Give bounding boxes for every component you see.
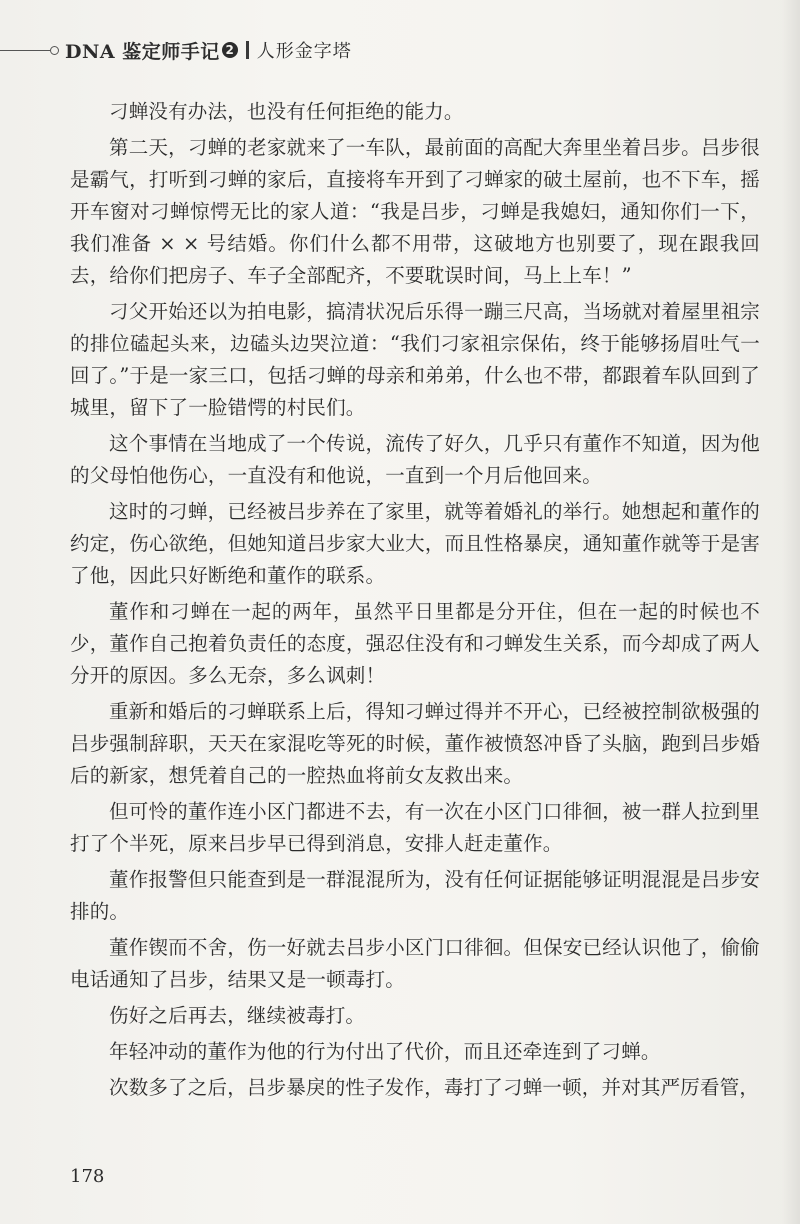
- running-header: [0, 36, 420, 64]
- paragraph: 伤好之后再去，继续被毒打。: [109, 1004, 366, 1027]
- paragraph: 第二天，刁蝉的老家就来了一车队，最前面的高配大奔里坐着吕步。吕步很是霸气，打听到刁蝉的家后，直接将车开到了刁蝉家的破土屋前，也不下车，摇开车窗对刁蝉惊愕无比的家人道：“我是吕步，刁蝉是我媳妇，通知你们一下，我们准备 × × 号结婚。你们什么都不用带，这破地方也别要了，现在跟我回去，给你们把房子、车子全部配齐，不要耽误时间，马上上车！”: [70, 136, 760, 287]
- paragraph: 刁蝉没有办法，也没有任何拒绝的能力。: [109, 100, 464, 123]
- page-number: 178: [70, 1166, 105, 1187]
- paragraph: 但可怜的董作连小区门都进不去，有一次在小区门口徘徊，被一群人拉到里打了个半死，原来吕步早已得到消息，安排人赶走董作。: [70, 800, 760, 855]
- paragraph: 这个事情在当地成了一个传说，流传了好久，几乎只有董作不知道，因为他的父母怕他伤心，一直没有和他说，一直到一个月后他回来。: [70, 432, 760, 487]
- paragraph: 刁父开始还以为拍电影，搞清状况后乐得一蹦三尺高，当场就对着屋里祖宗的排位磕起头来，边磕头边哭泣道：“我们刁家祖宗保佑，终于能够扬眉吐气一回了。”于是一家三口，包括刁蝉的母亲和弟弟，什么也不带，都跟着车队回到了城里，留下了一脸错愕的村民们。: [70, 300, 760, 419]
- header-separator: [246, 41, 249, 59]
- header-rule: [0, 50, 50, 51]
- series-title: DNA 鉴定师手记: [65, 40, 220, 63]
- paragraph: 董作锲而不舍，伤一好就去吕步小区门口徘徊。但保安已经认识他了，偷偷电话通知了吕步，结果又是一顿毒打。: [70, 936, 760, 991]
- paragraph: 这时的刁蝉，已经被吕步养在了家里，就等着婚礼的举行。她想起和董作的约定，伤心欲绝，但她知道吕步家大业大，而且性格暴戾，通知董作就等于是害了他，因此只好断绝和董作的联系。: [70, 500, 760, 587]
- volume-number-badge: 2: [222, 42, 238, 58]
- paragraph: 年轻冲动的董作为他的行为付出了代价，而且还牵连到了刁蝉。: [109, 1040, 661, 1063]
- paragraph: 重新和婚后的刁蝉联系上后，得知刁蝉过得并不开心，已经被控制欲极强的吕步强制辞职，天天在家混吃等死的时候，董作被愤怒冲昏了头脑，跑到吕步婚后的新家，想凭着自己的一腔热血将前女友救出来。: [70, 700, 760, 787]
- paragraph: 董作报警但只能查到是一群混混所为，没有任何证据能够证明混混是吕步安排的。: [70, 868, 760, 923]
- page-edge-shadow: [782, 0, 800, 1224]
- paragraph: 次数多了之后，吕步暴戾的性子发作，毒打了刁蝉一顿，并对其严厉看管，: [109, 1076, 760, 1099]
- header-circle-ornament: [50, 46, 59, 55]
- body-text: [70, 96, 760, 1108]
- paragraph: 董作和刁蝉在一起的两年，虽然平日里都是分开住，但在一起的时候也不少，董作自己抱着负责任的态度，强忍住没有和刁蝉发生关系，而今却成了两人分开的原因。多么无奈，多么讽刺！: [70, 600, 760, 687]
- book-subtitle: 人形金字塔: [256, 41, 352, 62]
